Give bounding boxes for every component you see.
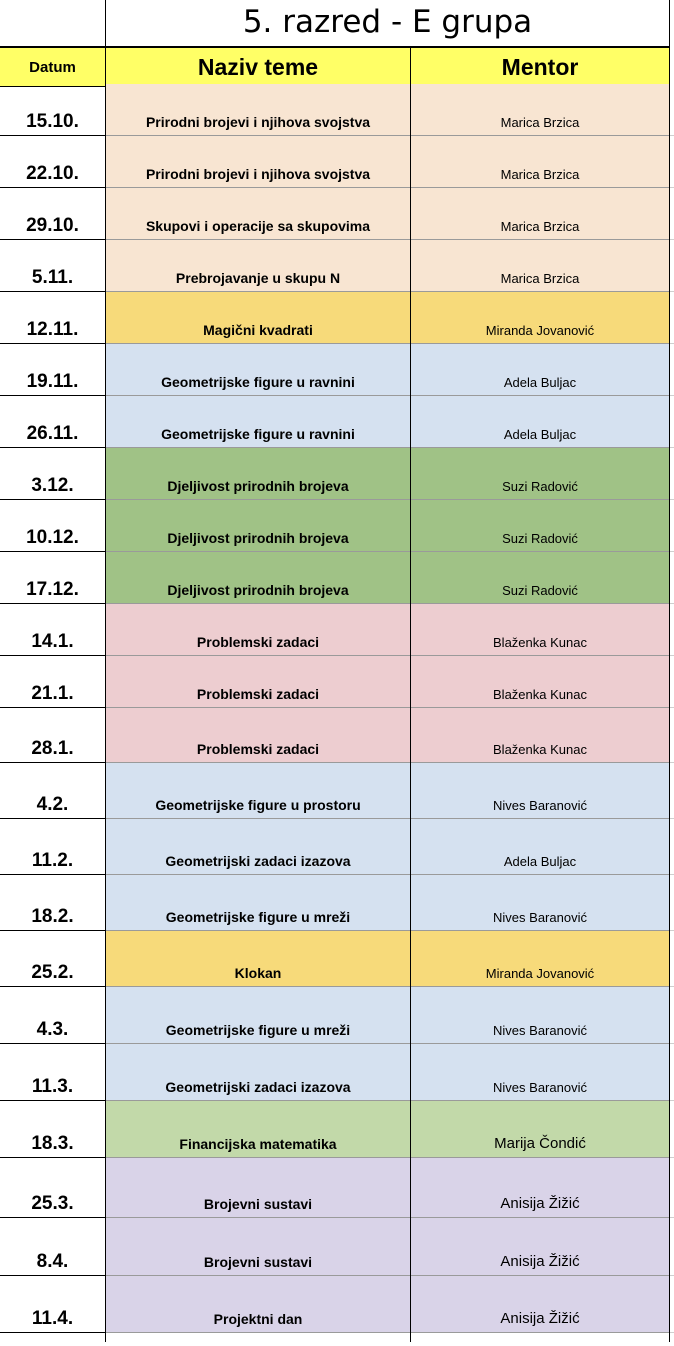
gridline-tick bbox=[670, 818, 674, 819]
table-row bbox=[0, 763, 669, 819]
date-cell[interactable]: 10.12. bbox=[0, 500, 105, 552]
mentor-cell[interactable]: Miranda Jovanović bbox=[411, 931, 669, 987]
column-divider-1 bbox=[105, 0, 106, 1342]
gridline-tick bbox=[670, 499, 674, 500]
gridline-tick bbox=[670, 930, 674, 931]
mentor-cell[interactable]: Nives Baranović bbox=[411, 875, 669, 931]
date-cell[interactable]: 21.1. bbox=[0, 656, 105, 708]
gridline-tick bbox=[670, 1157, 674, 1158]
mentor-cell[interactable]: Marija Čondić bbox=[411, 1101, 669, 1158]
gridline-tick bbox=[670, 655, 674, 656]
gridline-tick bbox=[670, 1100, 674, 1101]
gridline-tick bbox=[670, 707, 674, 708]
topic-cell[interactable]: Prebrojavanje u skupu N bbox=[106, 240, 410, 292]
table-row bbox=[0, 1044, 669, 1101]
date-cell[interactable]: 4.3. bbox=[0, 987, 105, 1044]
mentor-cell[interactable]: Marica Brzica bbox=[411, 84, 669, 136]
mentor-cell[interactable]: Adela Buljac bbox=[411, 819, 669, 875]
topic-cell[interactable]: Djeljivost prirodnih brojeva bbox=[106, 500, 410, 552]
table-row bbox=[0, 931, 669, 987]
date-cell[interactable]: 18.2. bbox=[0, 875, 105, 931]
mentor-cell[interactable]: Suzi Radović bbox=[411, 448, 669, 500]
table-row bbox=[0, 1218, 669, 1276]
gridline-tick bbox=[670, 395, 674, 396]
gridline-tick bbox=[670, 1217, 674, 1218]
topic-cell[interactable]: Geometrijske figure u mreži bbox=[106, 875, 410, 931]
date-cell[interactable]: 5.11. bbox=[0, 240, 105, 292]
mentor-cell[interactable]: Miranda Jovanović bbox=[411, 292, 669, 344]
mentor-cell[interactable]: Nives Baranović bbox=[411, 1044, 669, 1101]
topic-cell[interactable]: Djeljivost prirodnih brojeva bbox=[106, 552, 410, 604]
mentor-cell[interactable]: Marica Brzica bbox=[411, 136, 669, 188]
table-row bbox=[0, 987, 669, 1044]
column-divider-3 bbox=[669, 0, 670, 1342]
date-cell[interactable]: 17.12. bbox=[0, 552, 105, 604]
gridline-tick bbox=[670, 239, 674, 240]
topic-cell[interactable]: Skupovi i operacije sa skupovima bbox=[106, 188, 410, 240]
column-divider-2 bbox=[410, 46, 411, 1342]
gridline-tick bbox=[670, 343, 674, 344]
date-cell[interactable]: 3.12. bbox=[0, 448, 105, 500]
topic-cell[interactable]: Geometrijski zadaci izazova bbox=[106, 1044, 410, 1101]
gridline-tick bbox=[670, 187, 674, 188]
table-row bbox=[0, 1276, 669, 1333]
date-cell[interactable]: 28.1. bbox=[0, 708, 105, 763]
topic-cell[interactable]: Brojevni sustavi bbox=[106, 1218, 410, 1276]
gridline-tick bbox=[670, 762, 674, 763]
table-row bbox=[0, 448, 669, 500]
gridline-tick bbox=[670, 874, 674, 875]
mentor-cell[interactable]: Marica Brzica bbox=[411, 240, 669, 292]
mentor-cell[interactable]: Marica Brzica bbox=[411, 188, 669, 240]
topic-cell[interactable]: Magični kvadrati bbox=[106, 292, 410, 344]
mentor-cell[interactable]: Nives Baranović bbox=[411, 987, 669, 1044]
table-row bbox=[0, 344, 669, 396]
date-cell[interactable]: 15.10. bbox=[0, 84, 105, 136]
table-row bbox=[0, 84, 669, 136]
table-row bbox=[0, 500, 669, 552]
topic-cell[interactable]: Geometrijske figure u ravnini bbox=[106, 396, 410, 448]
table-row bbox=[0, 136, 669, 188]
header-row bbox=[0, 46, 669, 87]
date-cell[interactable]: 25.2. bbox=[0, 931, 105, 987]
table-row bbox=[0, 240, 669, 292]
topic-cell[interactable]: Djeljivost prirodnih brojeva bbox=[106, 448, 410, 500]
topic-cell[interactable]: Geometrijske figure u prostoru bbox=[106, 763, 410, 819]
date-cell[interactable]: 18.3. bbox=[0, 1101, 105, 1158]
table-row bbox=[0, 396, 669, 448]
date-cell[interactable]: 8.4. bbox=[0, 1218, 105, 1276]
date-cell[interactable]: 11.2. bbox=[0, 819, 105, 875]
gridline-tick bbox=[670, 1332, 674, 1333]
gridline-tick bbox=[670, 986, 674, 987]
topic-cell[interactable]: Problemski zadaci bbox=[106, 656, 410, 708]
mentor-cell[interactable]: Suzi Radović bbox=[411, 552, 669, 604]
gridline-tick bbox=[670, 1275, 674, 1276]
table-row bbox=[0, 708, 669, 763]
date-cell[interactable]: 11.3. bbox=[0, 1044, 105, 1101]
table-row bbox=[0, 1158, 669, 1218]
date-cell[interactable]: 4.2. bbox=[0, 763, 105, 819]
date-cell[interactable]: 11.4. bbox=[0, 1276, 105, 1333]
topic-cell[interactable]: Geometrijske figure u ravnini bbox=[106, 344, 410, 396]
mentor-cell[interactable]: Blaženka Kunac bbox=[411, 708, 669, 763]
gridline-tick bbox=[670, 447, 674, 448]
mentor-cell[interactable]: Adela Buljac bbox=[411, 396, 669, 448]
topic-cell[interactable]: Projektni dan bbox=[106, 1276, 410, 1333]
mentor-cell[interactable]: Suzi Radović bbox=[411, 500, 669, 552]
table-row bbox=[0, 604, 669, 656]
date-cell[interactable]: 26.11. bbox=[0, 396, 105, 448]
topic-cell[interactable]: Financijska matematika bbox=[106, 1101, 410, 1158]
header-datum: Datum bbox=[29, 58, 76, 76]
topic-cell[interactable]: Geometrijske figure u mreži bbox=[106, 987, 410, 1044]
mentor-cell[interactable]: Anisija Žižić bbox=[411, 1218, 669, 1276]
gridline-tick bbox=[670, 291, 674, 292]
date-cell[interactable]: 22.10. bbox=[0, 136, 105, 188]
date-cell[interactable]: 12.11. bbox=[0, 292, 105, 344]
mentor-cell[interactable]: Adela Buljac bbox=[411, 344, 669, 396]
sheet-title: 5. razred - E grupa bbox=[242, 4, 533, 40]
topic-cell[interactable]: Problemski zadaci bbox=[106, 708, 410, 763]
header-naziv-teme: Naziv teme bbox=[197, 53, 319, 80]
table-row bbox=[0, 292, 669, 344]
mentor-cell[interactable]: Blaženka Kunac bbox=[411, 604, 669, 656]
mentor-cell[interactable]: Nives Baranović bbox=[411, 763, 669, 819]
table-row bbox=[0, 875, 669, 931]
topic-cell[interactable]: Prirodni brojevi i njihova svojstva bbox=[106, 84, 410, 136]
topic-cell[interactable]: Problemski zadaci bbox=[106, 604, 410, 656]
topic-cell[interactable]: Brojevni sustavi bbox=[106, 1158, 410, 1218]
mentor-cell[interactable]: Anisija Žižić bbox=[411, 1276, 669, 1333]
table-row bbox=[0, 552, 669, 604]
table-row bbox=[0, 1101, 669, 1158]
date-cell[interactable]: 14.1. bbox=[0, 604, 105, 656]
gridline-tick bbox=[670, 603, 674, 604]
date-cell[interactable]: 25.3. bbox=[0, 1158, 105, 1218]
topic-cell[interactable]: Prirodni brojevi i njihova svojstva bbox=[106, 136, 410, 188]
mentor-cell[interactable]: Anisija Žižić bbox=[411, 1158, 669, 1218]
topic-cell[interactable]: Klokan bbox=[106, 931, 410, 987]
date-cell[interactable]: 19.11. bbox=[0, 344, 105, 396]
table-row bbox=[0, 188, 669, 240]
mentor-cell[interactable]: Blaženka Kunac bbox=[411, 656, 669, 708]
date-cell[interactable]: 29.10. bbox=[0, 188, 105, 240]
gridline-tick bbox=[670, 135, 674, 136]
table-row bbox=[0, 819, 669, 875]
header-mentor: Mentor bbox=[501, 53, 579, 80]
title-row bbox=[0, 0, 674, 46]
table-row bbox=[0, 656, 669, 708]
gridline-tick bbox=[670, 551, 674, 552]
gridline-tick bbox=[670, 1043, 674, 1044]
topic-cell[interactable]: Geometrijski zadaci izazova bbox=[106, 819, 410, 875]
